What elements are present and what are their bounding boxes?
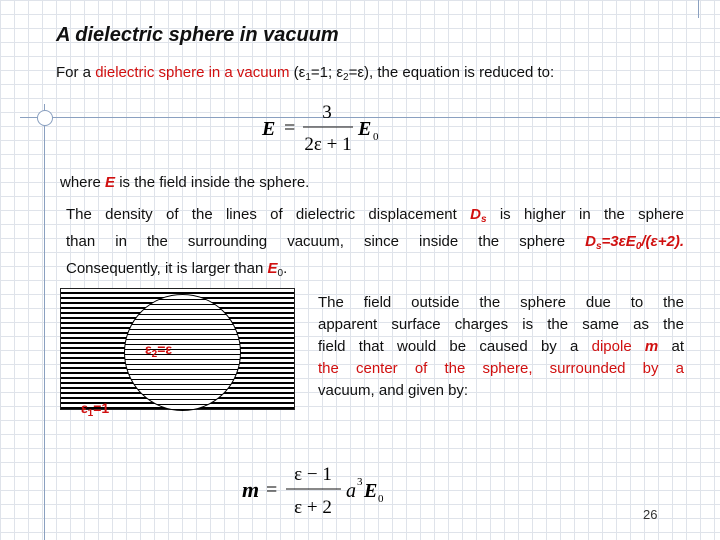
fig-eps1: ε	[81, 400, 88, 416]
fig-eps2: ε	[145, 341, 152, 357]
para2-formula-D: D	[585, 233, 596, 250]
formula-m-E-sub: 0	[378, 493, 384, 505]
formula-m-E: E	[364, 480, 378, 502]
para3-l3-post: at	[658, 338, 685, 355]
para3-line2: apparent surface charges is the same as the	[318, 316, 684, 333]
slide-title: A dielectric sphere in vacuum	[56, 24, 339, 46]
intro-mid: =1;	[310, 64, 337, 81]
fig-eps1-val: =1	[93, 400, 110, 416]
intro-red-phrase: dielectric sphere in a vacuum	[95, 64, 290, 81]
formula-dipole-moment	[240, 458, 400, 524]
decoration-top-right-line	[698, 0, 699, 18]
displacement-paragraph	[66, 204, 684, 285]
field-inside-text	[60, 174, 309, 191]
para2-l1-pre: The density of the lines of dielectric displacement	[66, 206, 471, 223]
vacuum-permittivity-label	[81, 400, 109, 419]
para3-line3	[318, 336, 684, 358]
formula-field-inside	[262, 98, 392, 158]
para2-l1-post: is higher in the sphere	[486, 206, 684, 223]
para2-D-sub: s	[480, 214, 487, 225]
intro-sub2: 2	[343, 72, 349, 83]
para2-formula-E-sub: 0	[635, 241, 642, 252]
fig-eps1-sub: 1	[87, 408, 94, 419]
para2-formula-D-sub: s	[595, 241, 602, 252]
para2-E0-sub: 0	[277, 268, 284, 279]
decoration-circle	[37, 110, 53, 126]
para1-post: is the field inside the sphere.	[115, 174, 310, 191]
dipole-paragraph	[318, 292, 684, 402]
para3-l3-pre: field that would be caused by a	[318, 338, 592, 355]
intro-post: =ε), the equation is reduced to:	[348, 64, 555, 81]
para2-l2-pre: than in the surrounding vacuum, since inside the sphere	[66, 233, 586, 250]
page-number: 26	[643, 507, 658, 522]
intro-eps1: ε	[298, 64, 306, 81]
formula-m-eq: =	[266, 479, 278, 501]
decoration-vertical-line	[44, 104, 45, 540]
formula-E-denominator: 2ε + 1	[304, 134, 352, 155]
intro-paren-open: (	[289, 64, 299, 81]
para2-line3	[66, 258, 684, 285]
para3-m: m	[644, 338, 659, 355]
para3-line1: The field outside the sphere due to the	[318, 294, 684, 311]
para3-line4: the center of the sphere, surrounded by a	[318, 360, 684, 377]
formula-E-eq: =	[284, 117, 296, 139]
fig-eps2-sub: 2	[151, 349, 158, 360]
para1-E: E	[105, 174, 116, 191]
intro-pre: For a	[56, 64, 96, 81]
intro-sub1: 1	[305, 72, 311, 83]
intro-line	[56, 64, 554, 83]
formula-E-rhs: E	[358, 118, 372, 140]
para2-E0: E	[267, 260, 278, 277]
para3-line5: vacuum, and given by:	[318, 382, 469, 399]
para2-formula-end: /(ε+2).	[641, 233, 684, 250]
para2-line1	[66, 204, 684, 231]
para1-pre: where	[60, 174, 106, 191]
formula-m-denominator: ε + 2	[294, 497, 332, 518]
intro-eps2: ε	[336, 64, 343, 81]
dielectric-sphere	[124, 294, 241, 411]
formula-m-lhs: m	[242, 477, 260, 502]
formula-m-a-exp: 3	[357, 476, 363, 488]
para2-l3-post: .	[283, 260, 288, 277]
formula-E-numerator: 3	[322, 102, 332, 123]
formula-m-numerator: ε − 1	[294, 464, 332, 485]
para2-line2	[66, 231, 684, 258]
para2-D: D	[470, 206, 481, 223]
para3-dipole: dipole	[591, 338, 632, 355]
fig-eps2-val: =ε	[157, 341, 173, 357]
formula-E-rhs-sub: 0	[373, 131, 379, 143]
formula-m-a: a	[346, 480, 356, 502]
formula-E-lhs: E	[262, 118, 276, 140]
sphere-field-lines-figure	[60, 288, 295, 419]
sphere-permittivity-label	[145, 341, 172, 360]
para2-formula-mid: =3εE	[601, 233, 636, 250]
para2-formula	[585, 233, 684, 250]
para2-l3-pre: Consequently, it is larger than	[66, 260, 268, 277]
